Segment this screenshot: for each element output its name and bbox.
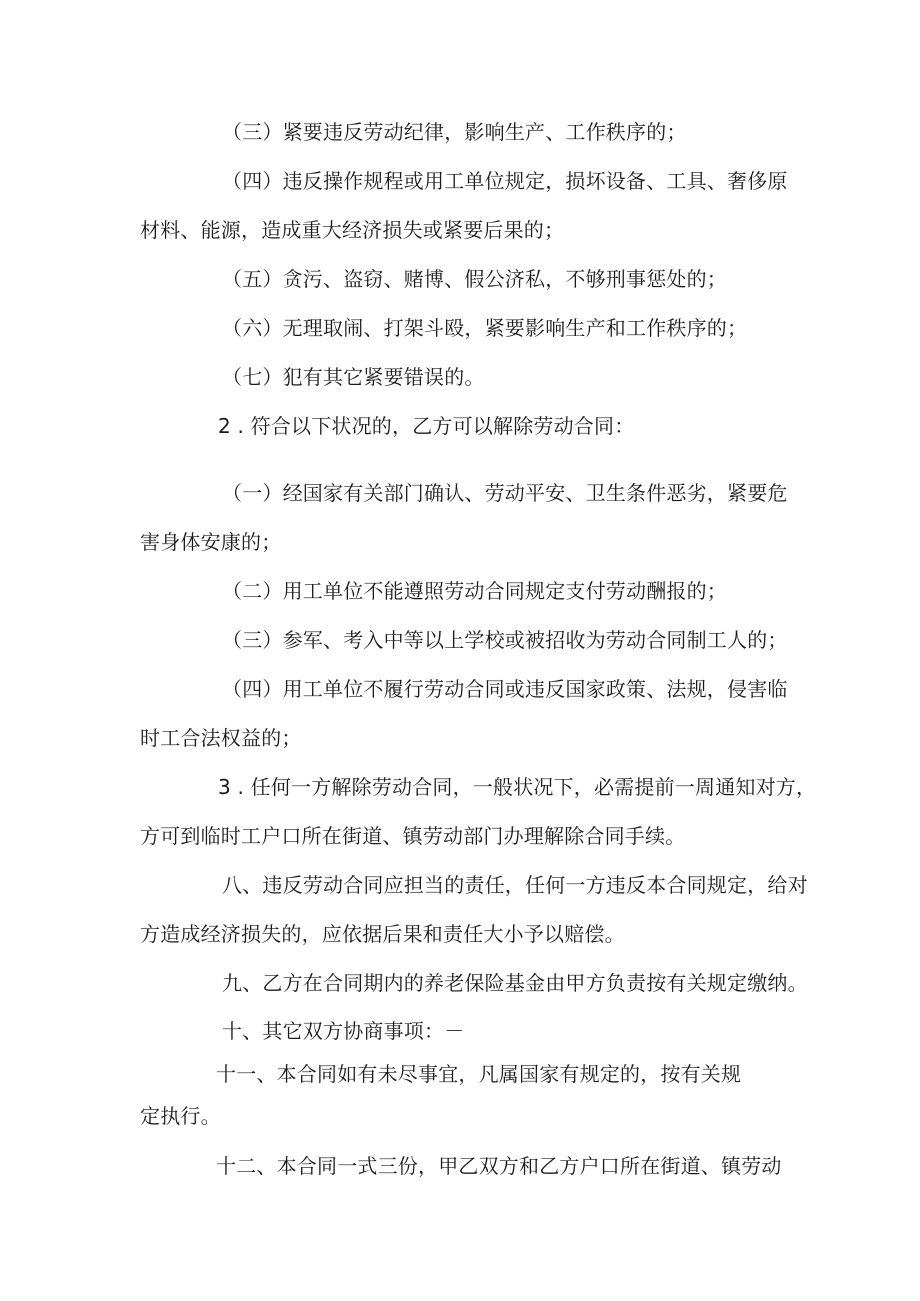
section-2-item-3: （三）参军、考入中等以上学校或被招收为劳动合同制工人的； <box>222 628 788 652</box>
section-2-item-4-line-1: （四）用工单位不履行劳动合同或违反国家政策、法规，侵害临 <box>222 677 788 701</box>
clause-3-item-5: （五）贪污、盗窃、赌博、假公济私，不够刑事惩处的； <box>222 267 727 291</box>
article-10: 十、其它双方协商事项：－ <box>222 1019 465 1043</box>
clause-3-item-7: （七）犯有其它紧要错误的。 <box>222 365 485 389</box>
article-8-line-1: 八、违反劳动合同应担当的责任，任何一方违反本合同规定，给对 <box>222 873 808 897</box>
section-3-line-1: 3 . 任何一方解除劳动合同，一般状况下，必需提前一周通知对方， <box>218 775 817 799</box>
section-2-item-2: （二）用工单位不能遵照劳动合同规定支付劳动酬报的； <box>222 579 727 603</box>
section-2-item-1-line-2: 害身体安康的； <box>140 530 282 554</box>
section-2-item-1-line-1: （一）经国家有关部门确认、劳动平安、卫生条件恶劣，紧要危 <box>222 481 788 505</box>
article-11-line-1: 十一、本合同如有未尽事宜，凡属国家有规定的，按有关规 <box>216 1062 742 1086</box>
section-2-heading: 2 . 符合以下状况的，乙方可以解除劳动合同： <box>218 414 635 438</box>
article-12-line-1: 十二、本合同一式三份，甲乙双方和乙方户口所在街道、镇劳动 <box>216 1154 782 1178</box>
clause-3-item-6: （六）无理取闹、打架斗殴，紧要影响生产和工作秩序的； <box>222 316 748 340</box>
clause-3-item-4-line-2: 材料、能源，造成重大经济损失或紧要后果的； <box>140 218 565 242</box>
section-2-item-4-line-2: 时工合法权益的； <box>140 726 302 750</box>
section-3-line-2: 方可到临时工户口所在街道、镇劳动部门办理解除合同手续。 <box>140 824 686 848</box>
clause-3-item-4-line-1: （四）违反操作规程或用工单位规定，损坏设备、工具、奢侈原 <box>222 169 788 193</box>
article-9: 九、乙方在合同期内的养老保险基金由甲方负责按有关规定缴纳。 <box>222 971 808 995</box>
article-8-line-2: 方造成经济损失的，应依据后果和责任大小予以赔偿。 <box>140 922 625 946</box>
article-11-line-2: 定执行。 <box>140 1104 221 1128</box>
clause-3-item-3: （三）紧要违反劳动纪律，影响生产、工作秩序的； <box>222 120 687 144</box>
